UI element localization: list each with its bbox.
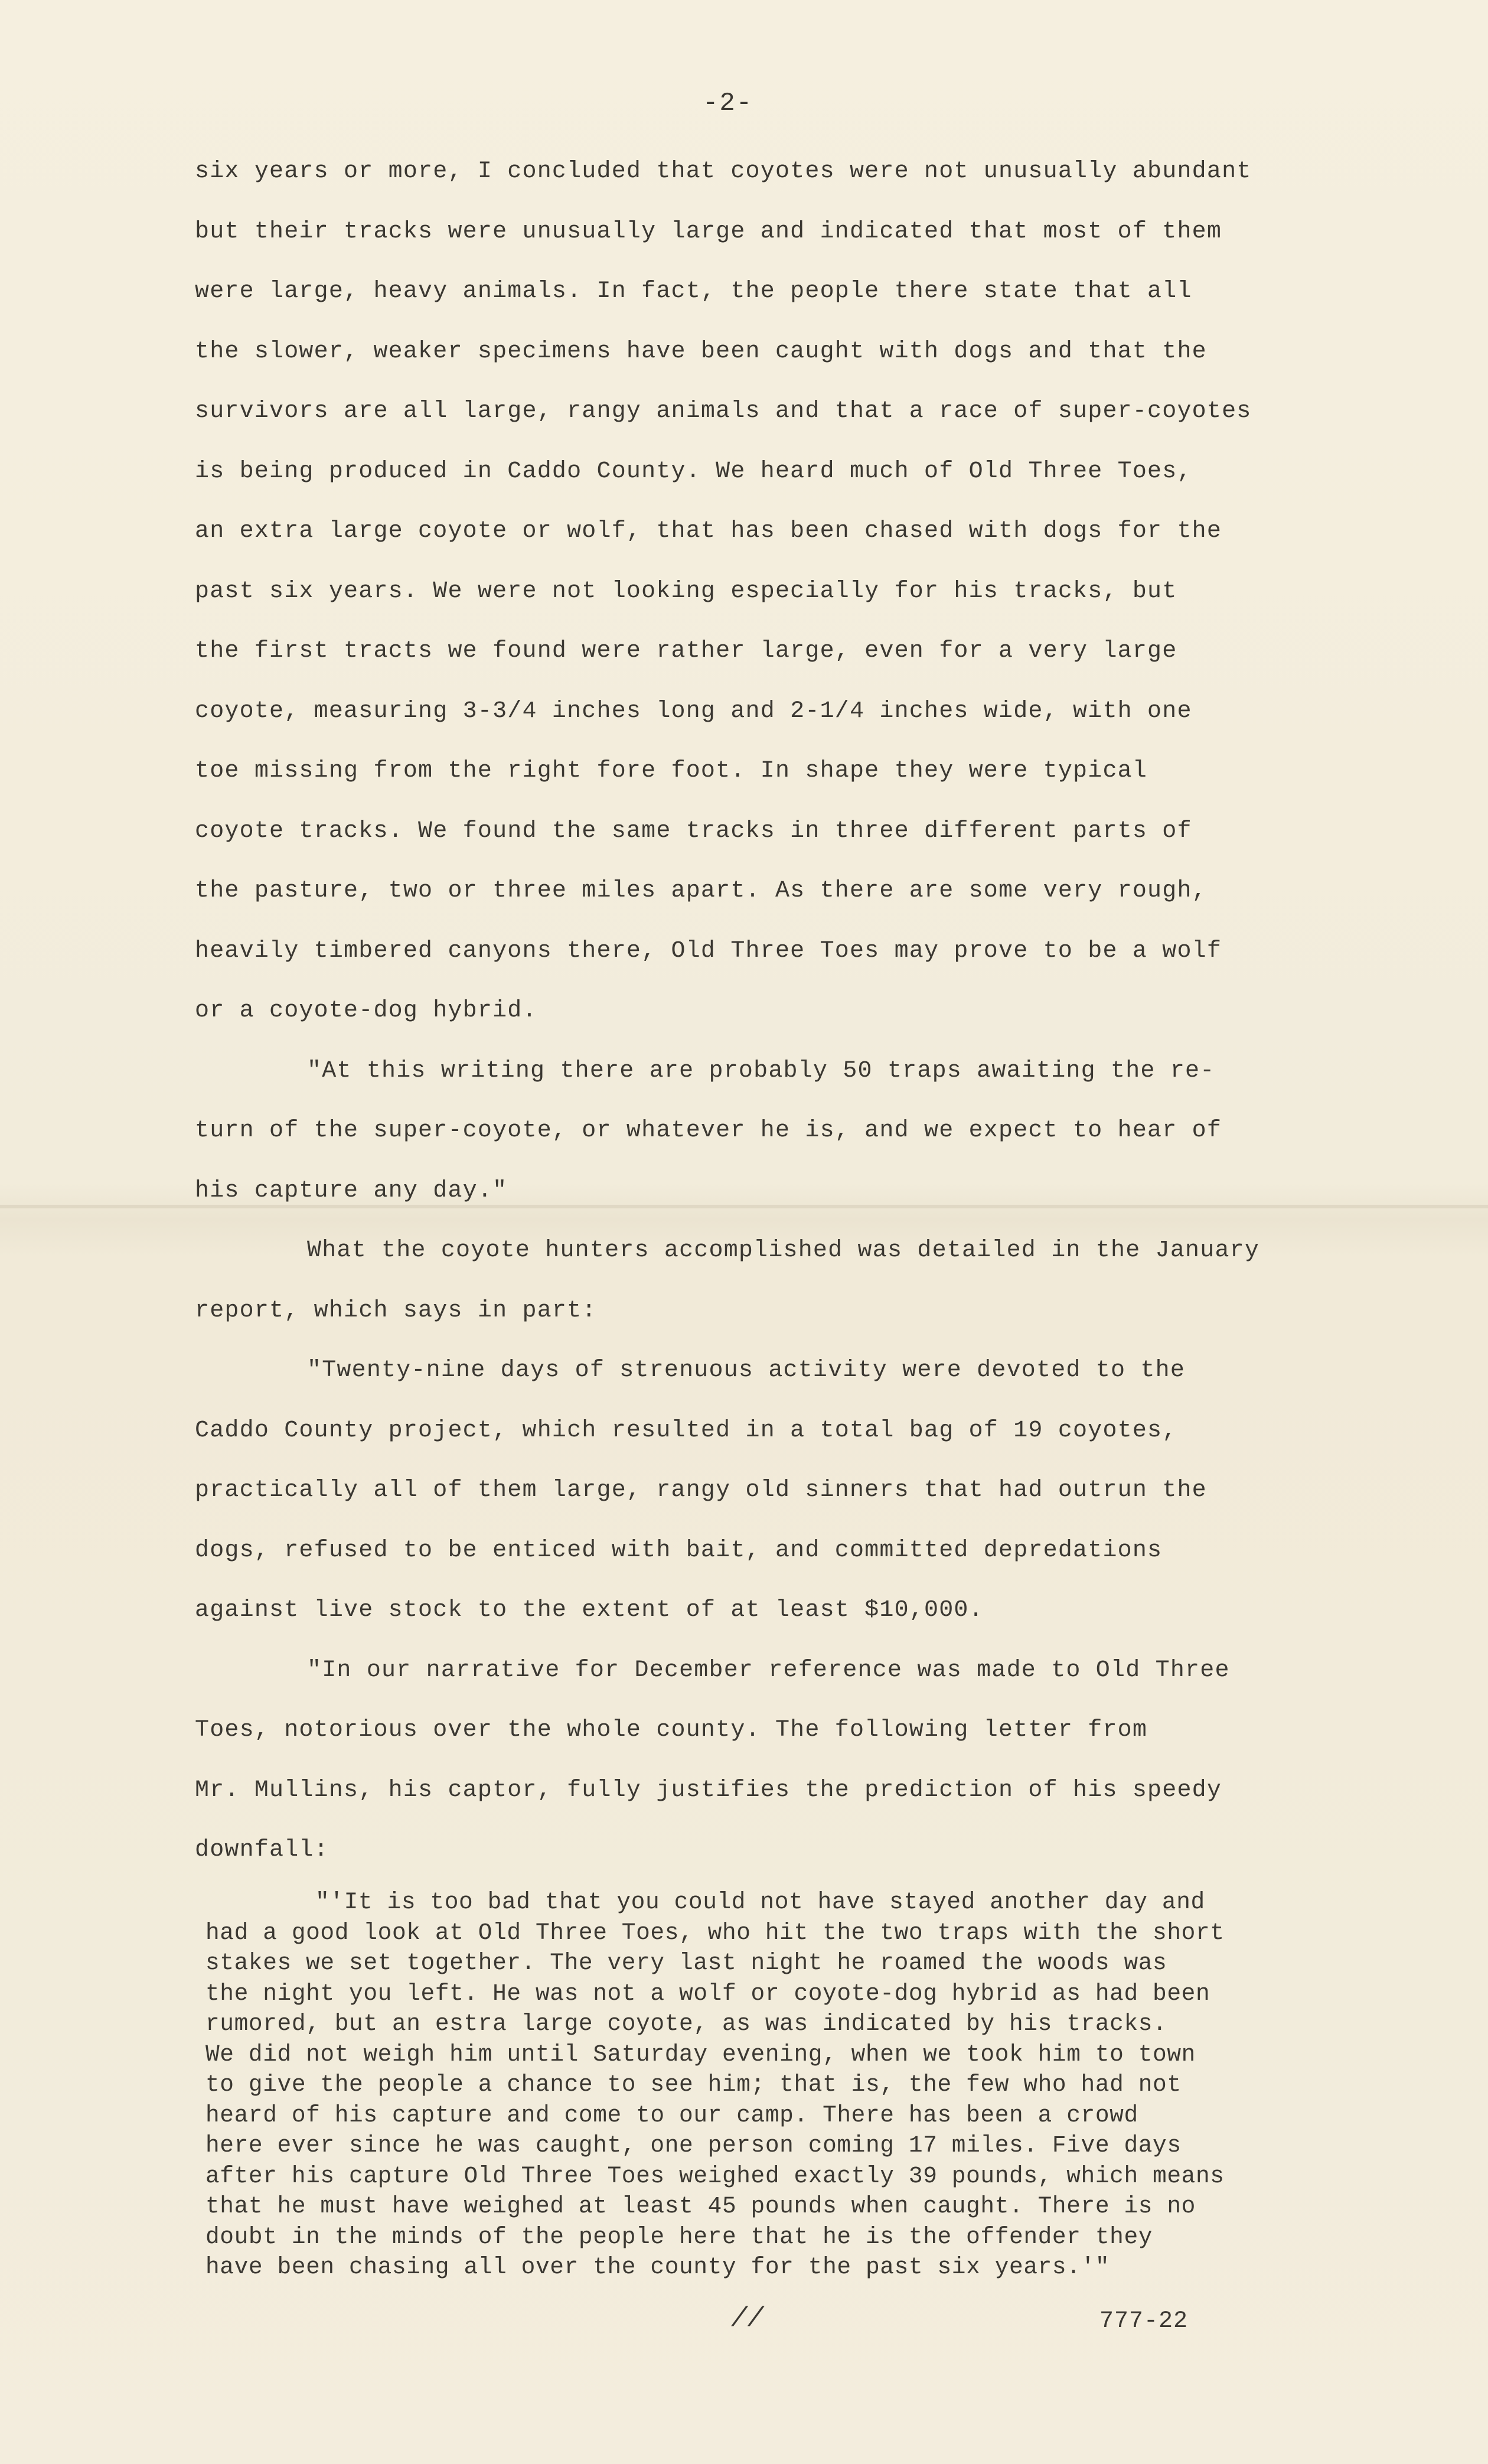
text-line: "In our narrative for December reference was made to Old Three bbox=[307, 1657, 1230, 1684]
quote-line: We did not weigh him until Saturday evening, when we took him to town bbox=[205, 2041, 1196, 2068]
page-number: -2- bbox=[703, 89, 753, 118]
text-line: heavily timbered canyons there, Old Three Toes may prove to be a wolf bbox=[195, 937, 1222, 964]
text-line: the slower, weaker specimens have been caught with dogs and that the bbox=[195, 338, 1207, 365]
quote-line: the night you left. He was not a wolf or coyote-dog hybrid as had been bbox=[205, 1980, 1210, 2007]
text-line: is being produced in Caddo County. We heard much of Old Three Toes, bbox=[195, 458, 1192, 485]
quote-line: stakes we set together. The very last night he roamed the woods was bbox=[205, 1950, 1167, 1976]
text-line: dogs, refused to be enticed with bait, and committed depredations bbox=[195, 1537, 1163, 1564]
text-line: survivors are all large, rangy animals and that a race of super-coyotes bbox=[195, 398, 1252, 425]
text-line: Toes, notorious over the whole county. The following letter from bbox=[195, 1717, 1148, 1743]
quote-line: doubt in the minds of the people here that he is the offender they bbox=[205, 2223, 1153, 2250]
text-line: coyote tracks. We found the same tracks in three different parts of bbox=[195, 817, 1192, 845]
quote-line: to give the people a chance to see him; that is, the few who had not bbox=[205, 2071, 1182, 2098]
text-line: or a coyote-dog hybrid. bbox=[195, 998, 537, 1024]
quote-line: heard of his capture and come to our camp. There has been a crowd bbox=[205, 2101, 1138, 2129]
quote-line: "'It is too bad that you could not have stayed another day and bbox=[315, 1889, 1205, 1915]
text-line: "At this writing there are probably 50 traps awaiting the re- bbox=[307, 1057, 1215, 1084]
text-line: were large, heavy animals. In fact, the people there state that all bbox=[195, 278, 1192, 305]
text-line: against live stock to the extent of at least $10,000. bbox=[195, 1597, 984, 1624]
quote-line: here ever since he was caught, one person coming 17 miles. Five days bbox=[205, 2132, 1182, 2159]
quote-line: had a good look at Old Three Toes, who hit the two traps with the short bbox=[205, 1919, 1225, 1946]
text-line: the first tracts we found were rather large, even for a very large bbox=[195, 638, 1177, 664]
text-line: his capture any day." bbox=[195, 1177, 508, 1204]
text-line: What the coyote hunters accomplished was detailed in the January bbox=[307, 1237, 1260, 1264]
quote-line: after his capture Old Three Toes weighed exactly 39 pounds, which means bbox=[205, 2162, 1225, 2189]
body-text bbox=[195, 142, 1317, 1880]
text-line: toe missing from the right fore foot. In shape they were typical bbox=[195, 758, 1148, 784]
quote-line: rumored, but an estra large coyote, as was indicated by his tracks. bbox=[205, 2010, 1167, 2037]
text-line: report, which says in part: bbox=[195, 1297, 597, 1324]
text-line: practically all of them large, rangy old sinners that had outrun the bbox=[195, 1477, 1207, 1504]
text-line: an extra large coyote or wolf, that has been chased with dogs for the bbox=[195, 518, 1222, 545]
text-line: but their tracks were unusually large and indicated that most of them bbox=[195, 218, 1222, 245]
quote-line: that he must have weighed at least 45 pounds when caught. There is no bbox=[205, 2193, 1196, 2219]
continuation-mark: // bbox=[731, 2303, 764, 2334]
text-line: six years or more, I concluded that coyotes were not unusually abundant bbox=[195, 158, 1252, 185]
text-line: downfall: bbox=[195, 1837, 329, 1863]
quote-line: have been chasing all over the county for the past six years.'" bbox=[205, 2254, 1110, 2280]
text-line: "Twenty-nine days of strenuous activity were devoted to the bbox=[307, 1357, 1186, 1384]
text-line: Mr. Mullins, his captor, fully justifies the prediction of his speedy bbox=[195, 1777, 1222, 1804]
text-line: coyote, measuring 3-3/4 inches long and 2-1/4 inches wide, with one bbox=[195, 698, 1192, 725]
text-line: the pasture, two or three miles apart. As there are some very rough, bbox=[195, 878, 1207, 904]
text-line: turn of the super-coyote, or whatever he is, and we expect to hear of bbox=[195, 1117, 1222, 1144]
document-code: 777-22 bbox=[1099, 2308, 1189, 2335]
text-line: Caddo County project, which resulted in a total bag of 19 coyotes, bbox=[195, 1417, 1177, 1444]
letter-quote bbox=[205, 1887, 1327, 2283]
text-line: past six years. We were not looking especially for his tracks, but bbox=[195, 578, 1177, 605]
